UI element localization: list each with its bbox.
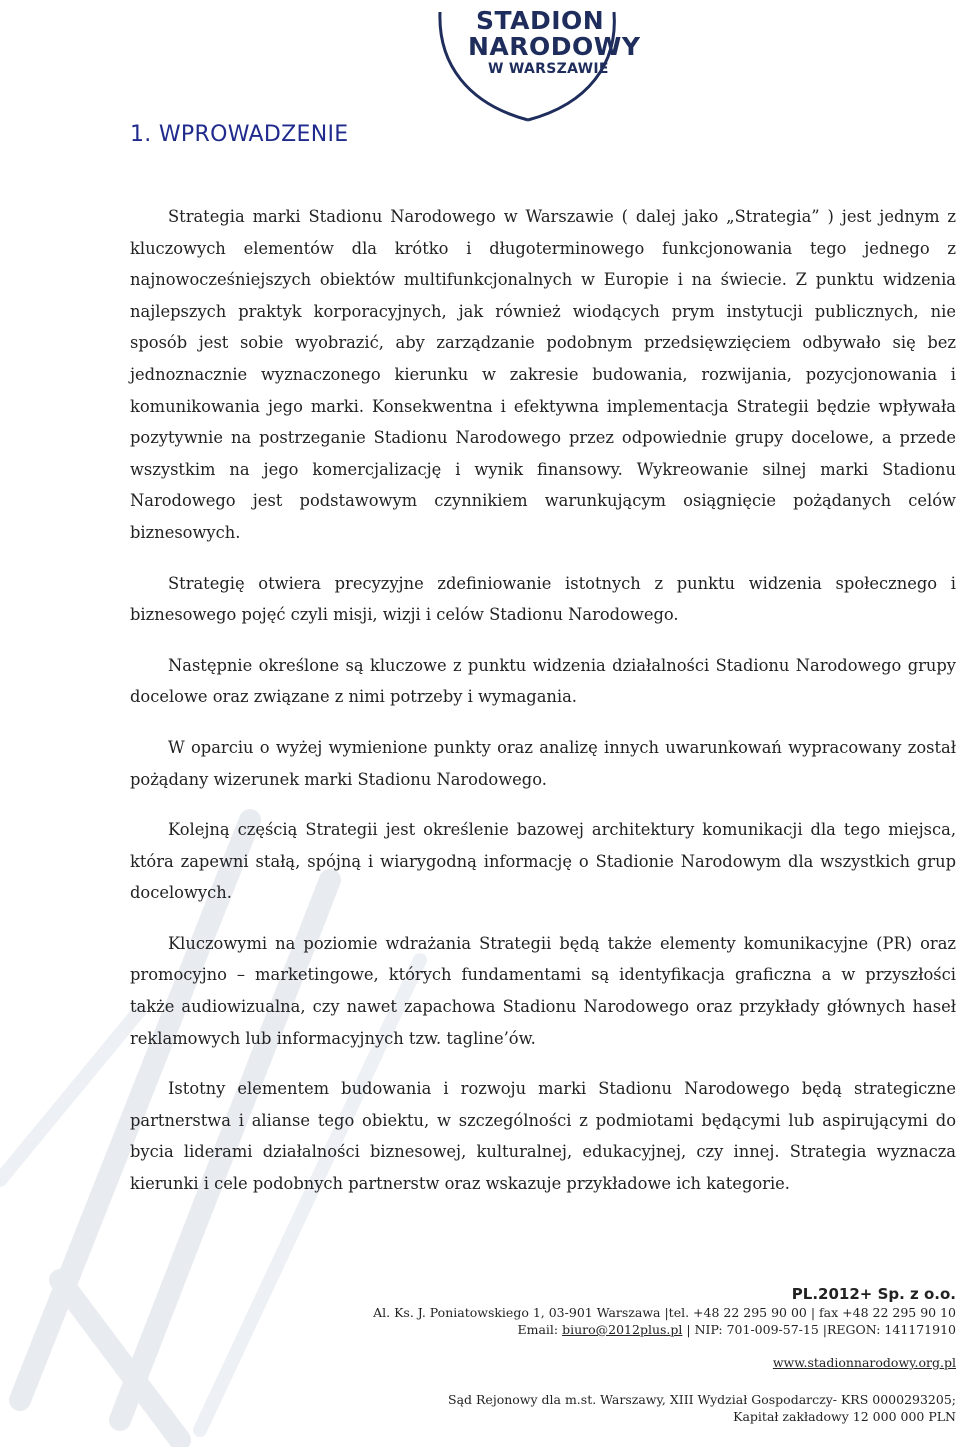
stadion-logo: [428, 4, 641, 124]
paragraph-3: Następnie określone są kluczowe z punktu widzenia działalności Stadionu Narodowego grupy docelowe oraz związane z nimi potrzeby i wymagania.: [130, 655, 956, 707]
footer-capital: Kapitał zakładowy 12 000 000 PLN: [733, 1409, 956, 1424]
paragraph-2: Strategię otwiera precyzyjne zdefiniowanie istotnych z punktu widzenia społecznego i biznesowego pojęć czyli misji, wizji i celów Stadionu Narodowego.: [130, 573, 956, 625]
logo-line-1: STADION: [476, 6, 605, 35]
paragraph-6: Kluczowymi na poziomie wdrażania Strategii będą także elementy komunikacyjne (PR) oraz promocyjno – marketingowe, których fundamentami są identyfikacja graficzna a w przyszłości także audiowizualna, czy nawet zapachowa Stadionu Narodowego oraz przykłady głównych haseł reklamowych lub informacyjnych tzw. tagline’ów.: [130, 933, 956, 1048]
footer-website-link[interactable]: www.stadionnarodowy.org.pl: [772, 1355, 956, 1370]
footer-court: Sąd Rejonowy dla m.st. Warszawy, XIII Wydział Gospodarczy- KRS 0000293205;: [448, 1392, 956, 1407]
paragraph-7: Istotny elementem budowania i rozwoju marki Stadionu Narodowego będą strategiczne partnerstwa i alianse tego obiektu, w szczególności z podmiotami będącymi lub aspirującymi do bycia liderami działalności biznesowej, kulturalnej, edukacyjnej, czy innej. Strategia wyznacza kierunki i cele podobnych partnerstw oraz wskazuje przykładowe ich kategorie.: [130, 1079, 956, 1194]
footer-address: Al. Ks. J. Poniatowskiego 1, 03-901 Warszawa |tel. +48 22 295 90 00 | fax +48 22 295 90 10: [373, 1305, 956, 1320]
document-body: [130, 201, 956, 1219]
footer-email-link[interactable]: biuro@2012plus.pl: [562, 1322, 683, 1337]
logo-line-3: W WARSZAWIE: [488, 61, 609, 77]
footer-company: PL.2012+ Sp. z o.o.: [791, 1285, 956, 1303]
section-heading: 1. WPROWADZENIE: [130, 122, 349, 147]
paragraph-5: Kolejną częścią Strategii jest określenie bazowej architektury komunikacji dla tego miejsca, która zapewni stałą, spójną i wiarygodną informację o Stadionie Narodowym dla wszystkich grup docelowych.: [130, 820, 956, 903]
paragraph-4: W oparciu o wyżej wymienione punkty oraz analizę innych uwarunkowań wypracowany został pożądany wizerunek marki Stadionu Narodowego.: [130, 737, 956, 789]
footer: [316, 1284, 956, 1425]
footer-contact-line: [316, 1321, 956, 1338]
footer-ids: | NIP: 701-009-57-15 |REGON: 141171910: [682, 1322, 956, 1337]
paragraph-1: Strategia marki Stadionu Narodowego w Warszawie ( dalej jako „Strategia” ) jest jednym z kluczowych elementów dla krótko i długoterminowego funkcjonowania tego jednego z najnowocześniejszych obiektów multifunkcjonalnych w Europie i na świecie. Z punktu widzenia najlepszych praktyk korporacyjnych, jak również wiodących prym instytucji publicznych, nie sposób jest sobie wyobrazić, aby zarządzanie podobnym przedsięwzięciem odbywało się bez jednoznacznie wyznaczonego kierunku w zakresie budowania, rozwijania, pozycjonowania i komunikowania jego marki. Konsekwentna i efektywna implementacja Strategii będzie wpływała pozytywnie na postrzeganie Stadionu Narodowego przez odpowiednie grupy docelowe, a przede wszystkim na jego komercjalizację i wynik finansowy. Wykreowanie silnej marki Stadionu Narodowego jest podstawowym czynnikiem warunkującym osiągnięcie pożądanych celów biznesowych.: [130, 207, 956, 542]
footer-email-label: Email:: [517, 1322, 563, 1337]
logo-line-2: NARODOWY: [468, 32, 641, 61]
